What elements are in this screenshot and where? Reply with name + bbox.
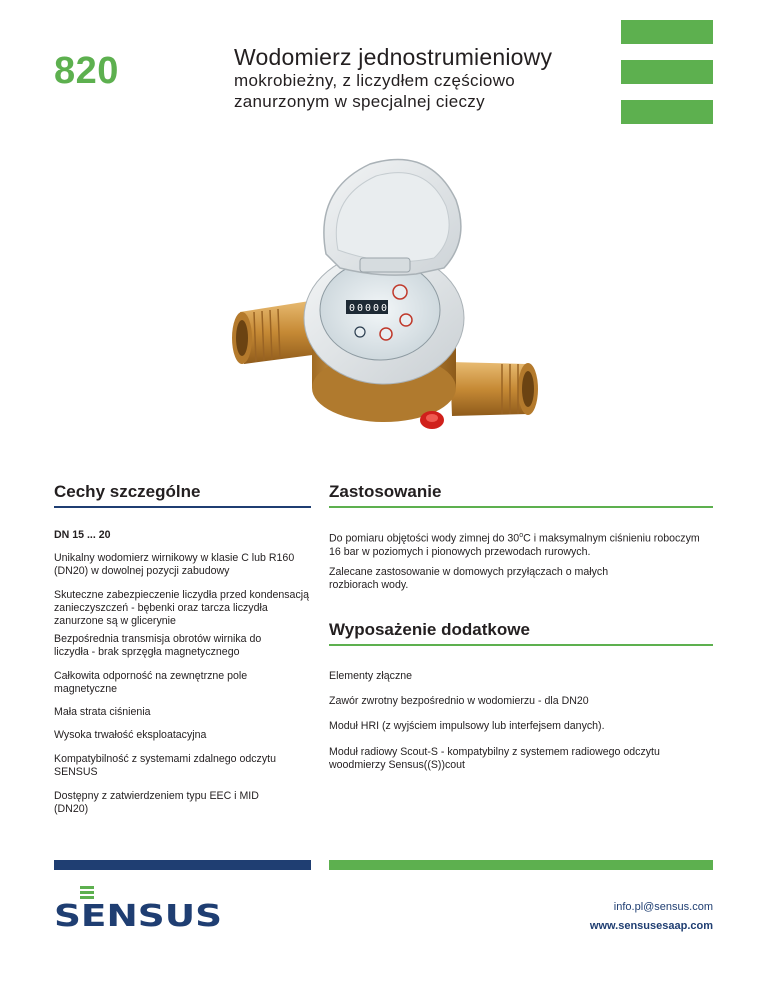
accessories-divider [329, 644, 713, 646]
green-decor-block-3 [621, 100, 713, 124]
application-text-2: Zalecane zastosowanie w domowych przyłączach o małych rozbiorach wody. [329, 566, 609, 591]
accessory-item: Zawór zwrotny bezpośrednio w wodomierzu - dla DN20 [329, 695, 589, 707]
product-title: Wodomierz jednostrumieniowy [234, 44, 553, 70]
feature-item: Całkowita odporność na zewnętrzne pole magnetyczne [54, 670, 248, 695]
footer-bar-green [329, 860, 713, 870]
features-heading: Cechy szczególne [54, 482, 201, 501]
svg-text:0: 0 [381, 303, 388, 314]
green-decor-block-1 [621, 20, 713, 44]
svg-text:0: 0 [373, 303, 380, 314]
application-heading: Zastosowanie [329, 482, 442, 501]
feature-dn-range: DN 15 ... 20 [54, 529, 111, 541]
feature-item: Kompatybilność z systemami zdalnego odczytu SENSUS [54, 753, 276, 778]
website-link[interactable]: www.sensusesaap.com [589, 920, 713, 932]
feature-item: Wysoka trwałość eksploatacyjna [54, 729, 207, 741]
svg-text:0: 0 [357, 303, 364, 314]
contact-email[interactable]: info.pl@sensus.com [613, 901, 713, 913]
accessory-item: Moduł HRI (z wyjściem impulsowy lub interfejsem danych). [329, 720, 605, 732]
accessory-item: Elementy złączne [329, 670, 413, 682]
feature-item: Unikalny wodomierz wirnikowy w klasie C lub R160 (DN20) w dowolnej pozycji zabudowy [54, 552, 295, 577]
feature-item: Skuteczne zabezpieczenie liczydła przed kondensacją zanieczyszczeń - bębenki oraz tarcza liczydła zanurzone są w glicerynie [54, 589, 309, 627]
features-divider [54, 506, 311, 508]
svg-text:0: 0 [349, 303, 356, 314]
accessory-item: Moduł radiowy Scout-S - kompatybilny z systemem radiowego odczytu woodmierzy Sensus((S))cout [329, 746, 660, 771]
svg-text:0: 0 [365, 303, 372, 314]
feature-item: Dostępny z zatwierdzeniem typu EEC i MID (DN20) [54, 790, 259, 815]
product-subtitle: mokrobieżny, z liczydłem częściowo zanurzonym w specjalnej cieczy [234, 71, 516, 111]
accessories-heading: Wyposażenie dodatkowe [329, 620, 530, 639]
model-number: 820 [54, 50, 119, 92]
logo-wordmark: SENSUS [54, 899, 222, 930]
sensus-logo [54, 886, 224, 930]
footer-bar-navy [54, 860, 311, 870]
water-meter-image [220, 150, 560, 450]
feature-item: Bezpośrednia transmisja obrotów wirnika do liczydła - brak sprzęgła magnetycznego [54, 633, 262, 658]
application-divider [329, 506, 713, 508]
feature-item: Mała strata ciśnienia [54, 706, 151, 718]
degree-symbol: o [519, 532, 524, 539]
green-decor-block-2 [621, 60, 713, 84]
application-text-1: Do pomiaru objętości wody zimnej do 30$^o$C i maksymalnym ciśnieniu roboczym 16 bar w poziomych i pionowych przewodach rurowych. [329, 532, 700, 558]
